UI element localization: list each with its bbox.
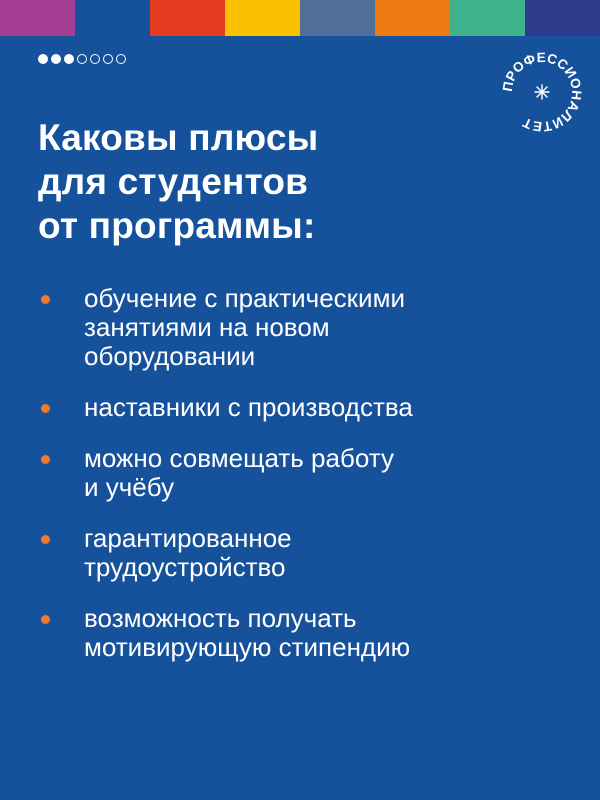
benefit-item xyxy=(38,393,578,422)
benefit-item xyxy=(38,524,578,582)
title-line: Каковы плюсы xyxy=(38,117,319,158)
stripe-1 xyxy=(0,0,75,36)
stripe-6 xyxy=(375,0,450,36)
benefit-line: мотивирующую стипендию xyxy=(84,632,411,662)
professionalitet-logo-icon xyxy=(492,42,592,142)
benefit-line: и учёбу xyxy=(84,472,175,502)
benefit-line: оборудовании xyxy=(84,341,256,371)
title-line: для студентов xyxy=(38,161,309,202)
pagination-dot xyxy=(90,54,100,64)
bullet-dot-icon xyxy=(41,404,50,413)
stripe-3 xyxy=(150,0,225,36)
pagination-dot xyxy=(51,54,61,64)
bullet-dot-icon xyxy=(41,615,50,624)
benefit-text xyxy=(84,444,394,502)
pagination-dot xyxy=(77,54,87,64)
stripe-5 xyxy=(300,0,375,36)
bullet-dot-icon xyxy=(41,535,50,544)
svg-text:ПРОФЕССИОНАЛИТЕТ: ПРОФЕССИОНАЛИТЕТ xyxy=(499,49,585,135)
stripe-4 xyxy=(225,0,300,36)
benefit-item xyxy=(38,284,578,371)
benefit-line: можно совмещать работу xyxy=(84,443,394,473)
benefit-line: гарантированное xyxy=(84,523,292,553)
stripe-2 xyxy=(75,0,150,36)
pagination-dot xyxy=(64,54,74,64)
page-title xyxy=(38,116,318,248)
benefit-line: наставники с производства xyxy=(84,392,413,422)
bullet-dot-icon xyxy=(41,455,50,464)
title-line: от программы: xyxy=(38,205,316,246)
benefits-list xyxy=(38,284,578,684)
benefit-text xyxy=(84,524,292,582)
benefit-line: трудоустройство xyxy=(84,552,286,582)
pagination-dot xyxy=(116,54,126,64)
benefit-line: обучение с практическими xyxy=(84,283,405,313)
benefit-text xyxy=(84,284,405,371)
pagination-dot xyxy=(103,54,113,64)
benefit-item xyxy=(38,604,578,662)
bullet-dot-icon xyxy=(41,295,50,304)
benefit-text xyxy=(84,393,413,422)
slide-pagination xyxy=(38,54,126,64)
benefit-text xyxy=(84,604,410,662)
stripe-7 xyxy=(450,0,525,36)
benefit-line: возможность получать xyxy=(84,603,357,633)
benefit-item xyxy=(38,444,578,502)
pagination-dot xyxy=(38,54,48,64)
top-color-stripes xyxy=(0,0,600,36)
stripe-8 xyxy=(525,0,600,36)
benefit-line: занятиями на новом xyxy=(84,312,330,342)
